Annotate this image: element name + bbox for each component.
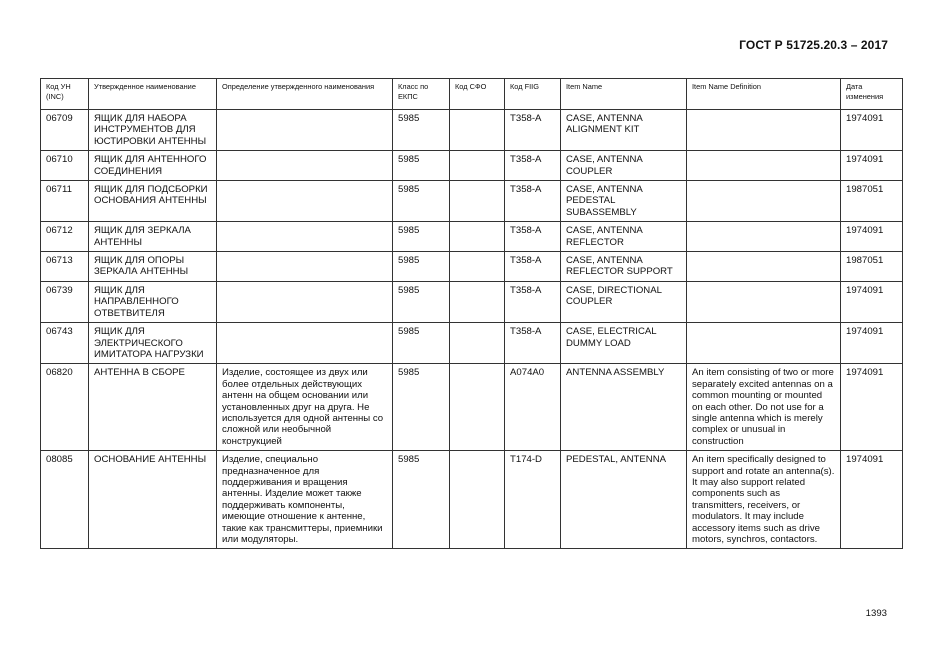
definition-cell — [217, 281, 393, 322]
class-cell: 5985 — [393, 151, 450, 181]
class-cell: 5985 — [393, 451, 450, 549]
sfo-cell — [450, 110, 505, 151]
table-row — [41, 181, 903, 222]
approved-name-cell: ЯЩИК ДЛЯ НАБОРА ИНСТРУМЕНТОВ ДЛЯ ЮСТИРОВКИ АНТЕННЫ — [89, 110, 217, 151]
approved-name-cell: ЯЩИК ДЛЯ ПОДСБОРКИ ОСНОВАНИЯ АНТЕННЫ — [89, 181, 217, 222]
inc-cell: 06710 — [41, 151, 89, 181]
class-cell: 5985 — [393, 364, 450, 451]
sfo-cell — [450, 181, 505, 222]
definition-cell — [217, 151, 393, 181]
change-date-cell: 1974091 — [841, 222, 903, 252]
definition-cell: Изделие, специально предназначенное для поддерживания и вращения антенны. Изделие может также поддерживать компоненты, имеющие отношение к антенне, такие как трансмиттеры, приемники или модуляторы. — [217, 451, 393, 549]
sfo-cell — [450, 222, 505, 252]
table-row — [41, 151, 903, 181]
sfo-cell — [450, 151, 505, 181]
definition-cell: Изделие, состоящее из двух или более отдельных действующих антенн на общем основании или установленных друг на друга. Не используется для одной антенны со сложной или необычной конструкцией — [217, 364, 393, 451]
approved-name-cell: ЯЩИК ДЛЯ НАПРАВЛЕННОГО ОТВЕТВИТЕЛЯ — [89, 281, 217, 322]
sfo-cell — [450, 281, 505, 322]
item-name-definition-cell — [687, 281, 841, 322]
table-row — [41, 281, 903, 322]
fiig-cell: T358-A — [505, 281, 561, 322]
class-cell: 5985 — [393, 323, 450, 364]
document-standard-header: ГОСТ Р 51725.20.3 – 2017 — [739, 38, 888, 52]
item-name-definition-cell — [687, 151, 841, 181]
fiig-cell: T358-A — [505, 181, 561, 222]
table-row — [41, 451, 903, 549]
item-name-definition-cell — [687, 252, 841, 282]
class-cell: 5985 — [393, 181, 450, 222]
inc-cell: 06713 — [41, 252, 89, 282]
sfo-cell — [450, 451, 505, 549]
approved-name-cell: ОСНОВАНИЕ АНТЕННЫ — [89, 451, 217, 549]
fiig-cell: T358-A — [505, 151, 561, 181]
class-cell: 5985 — [393, 222, 450, 252]
item-name-cell: CASE, ELECTRICAL DUMMY LOAD — [561, 323, 687, 364]
sfo-cell — [450, 364, 505, 451]
fiig-cell: T358-A — [505, 222, 561, 252]
change-date-cell: 1974091 — [841, 451, 903, 549]
fiig-cell: A074A0 — [505, 364, 561, 451]
nomenclature-table — [40, 78, 903, 549]
definition-cell — [217, 181, 393, 222]
item-name-definition-cell — [687, 323, 841, 364]
item-name-definition-cell: An item consisting of two or more separately excited antennas on a common mounting or mounted on each other. Do not use for a single antenna which is merely complex or unusual in construction — [687, 364, 841, 451]
item-name-cell: CASE, DIRECTIONAL COUPLER — [561, 281, 687, 322]
item-name-definition-cell — [687, 222, 841, 252]
fiig-cell: T358-A — [505, 110, 561, 151]
inc-cell: 06820 — [41, 364, 89, 451]
item-name-definition-cell — [687, 110, 841, 151]
definition-cell — [217, 110, 393, 151]
item-name-cell: CASE, ANTENNA REFLECTOR SUPPORT — [561, 252, 687, 282]
item-name-definition-cell: An item specifically designed to support and rotate an antenna(s). It may also support related components such as transmitters, receivers, or modulators. It may include accessory items such as drive motors, synchros, contactors. — [687, 451, 841, 549]
table-row — [41, 323, 903, 364]
table-body — [41, 110, 903, 549]
approved-name-cell: ЯЩИК ДЛЯ ЭЛЕКТРИЧЕСКОГО ИМИТАТОРА НАГРУЗКИ — [89, 323, 217, 364]
page-number: 1393 — [865, 608, 887, 619]
class-cell: 5985 — [393, 281, 450, 322]
change-date-cell: 1974091 — [841, 281, 903, 322]
change-date-cell: 1974091 — [841, 323, 903, 364]
item-name-cell: ANTENNA ASSEMBLY — [561, 364, 687, 451]
table-row — [41, 364, 903, 451]
column-header-class: Класс по ЕКПС — [393, 79, 450, 110]
change-date-cell: 1987051 — [841, 181, 903, 222]
approved-name-cell: ЯЩИК ДЛЯ АНТЕННОГО СОЕДИНЕНИЯ — [89, 151, 217, 181]
column-header-change-date: Дата изменения — [841, 79, 903, 110]
inc-cell: 06743 — [41, 323, 89, 364]
sfo-cell — [450, 252, 505, 282]
definition-cell — [217, 222, 393, 252]
item-name-cell: CASE, ANTENNA REFLECTOR — [561, 222, 687, 252]
table-row — [41, 222, 903, 252]
item-name-cell: CASE, ANTENNA COUPLER — [561, 151, 687, 181]
inc-cell: 06712 — [41, 222, 89, 252]
column-header-definition: Определение утвержденного наименования — [217, 79, 393, 110]
change-date-cell: 1974091 — [841, 110, 903, 151]
fiig-cell: T174-D — [505, 451, 561, 549]
inc-cell: 06711 — [41, 181, 89, 222]
class-cell: 5985 — [393, 110, 450, 151]
definition-cell — [217, 323, 393, 364]
fiig-cell: T358-A — [505, 323, 561, 364]
inc-cell: 06709 — [41, 110, 89, 151]
item-name-cell: CASE, ANTENNA PEDESTAL SUBASSEMBLY — [561, 181, 687, 222]
item-name-cell: CASE, ANTENNA ALIGNMENT KIT — [561, 110, 687, 151]
class-cell: 5985 — [393, 252, 450, 282]
inc-cell: 08085 — [41, 451, 89, 549]
fiig-cell: T358-A — [505, 252, 561, 282]
change-date-cell: 1974091 — [841, 364, 903, 451]
column-header-fiig: Код FIIG — [505, 79, 561, 110]
table-row — [41, 110, 903, 151]
column-header-item-name-definition: Item Name Definition — [687, 79, 841, 110]
column-header-item-name: Item Name — [561, 79, 687, 110]
column-header-sfo: Код СФО — [450, 79, 505, 110]
item-name-cell: PEDESTAL, ANTENNA — [561, 451, 687, 549]
approved-name-cell: АНТЕННА В СБОРЕ — [89, 364, 217, 451]
column-header-inc: Код УН (INC) — [41, 79, 89, 110]
table-row — [41, 252, 903, 282]
change-date-cell: 1974091 — [841, 151, 903, 181]
approved-name-cell: ЯЩИК ДЛЯ ОПОРЫ ЗЕРКАЛА АНТЕННЫ — [89, 252, 217, 282]
approved-name-cell: ЯЩИК ДЛЯ ЗЕРКАЛА АНТЕННЫ — [89, 222, 217, 252]
sfo-cell — [450, 323, 505, 364]
table-header-row — [41, 79, 903, 110]
item-name-definition-cell — [687, 181, 841, 222]
change-date-cell: 1987051 — [841, 252, 903, 282]
definition-cell — [217, 252, 393, 282]
column-header-approved-name: Утвержденное наименование — [89, 79, 217, 110]
inc-cell: 06739 — [41, 281, 89, 322]
